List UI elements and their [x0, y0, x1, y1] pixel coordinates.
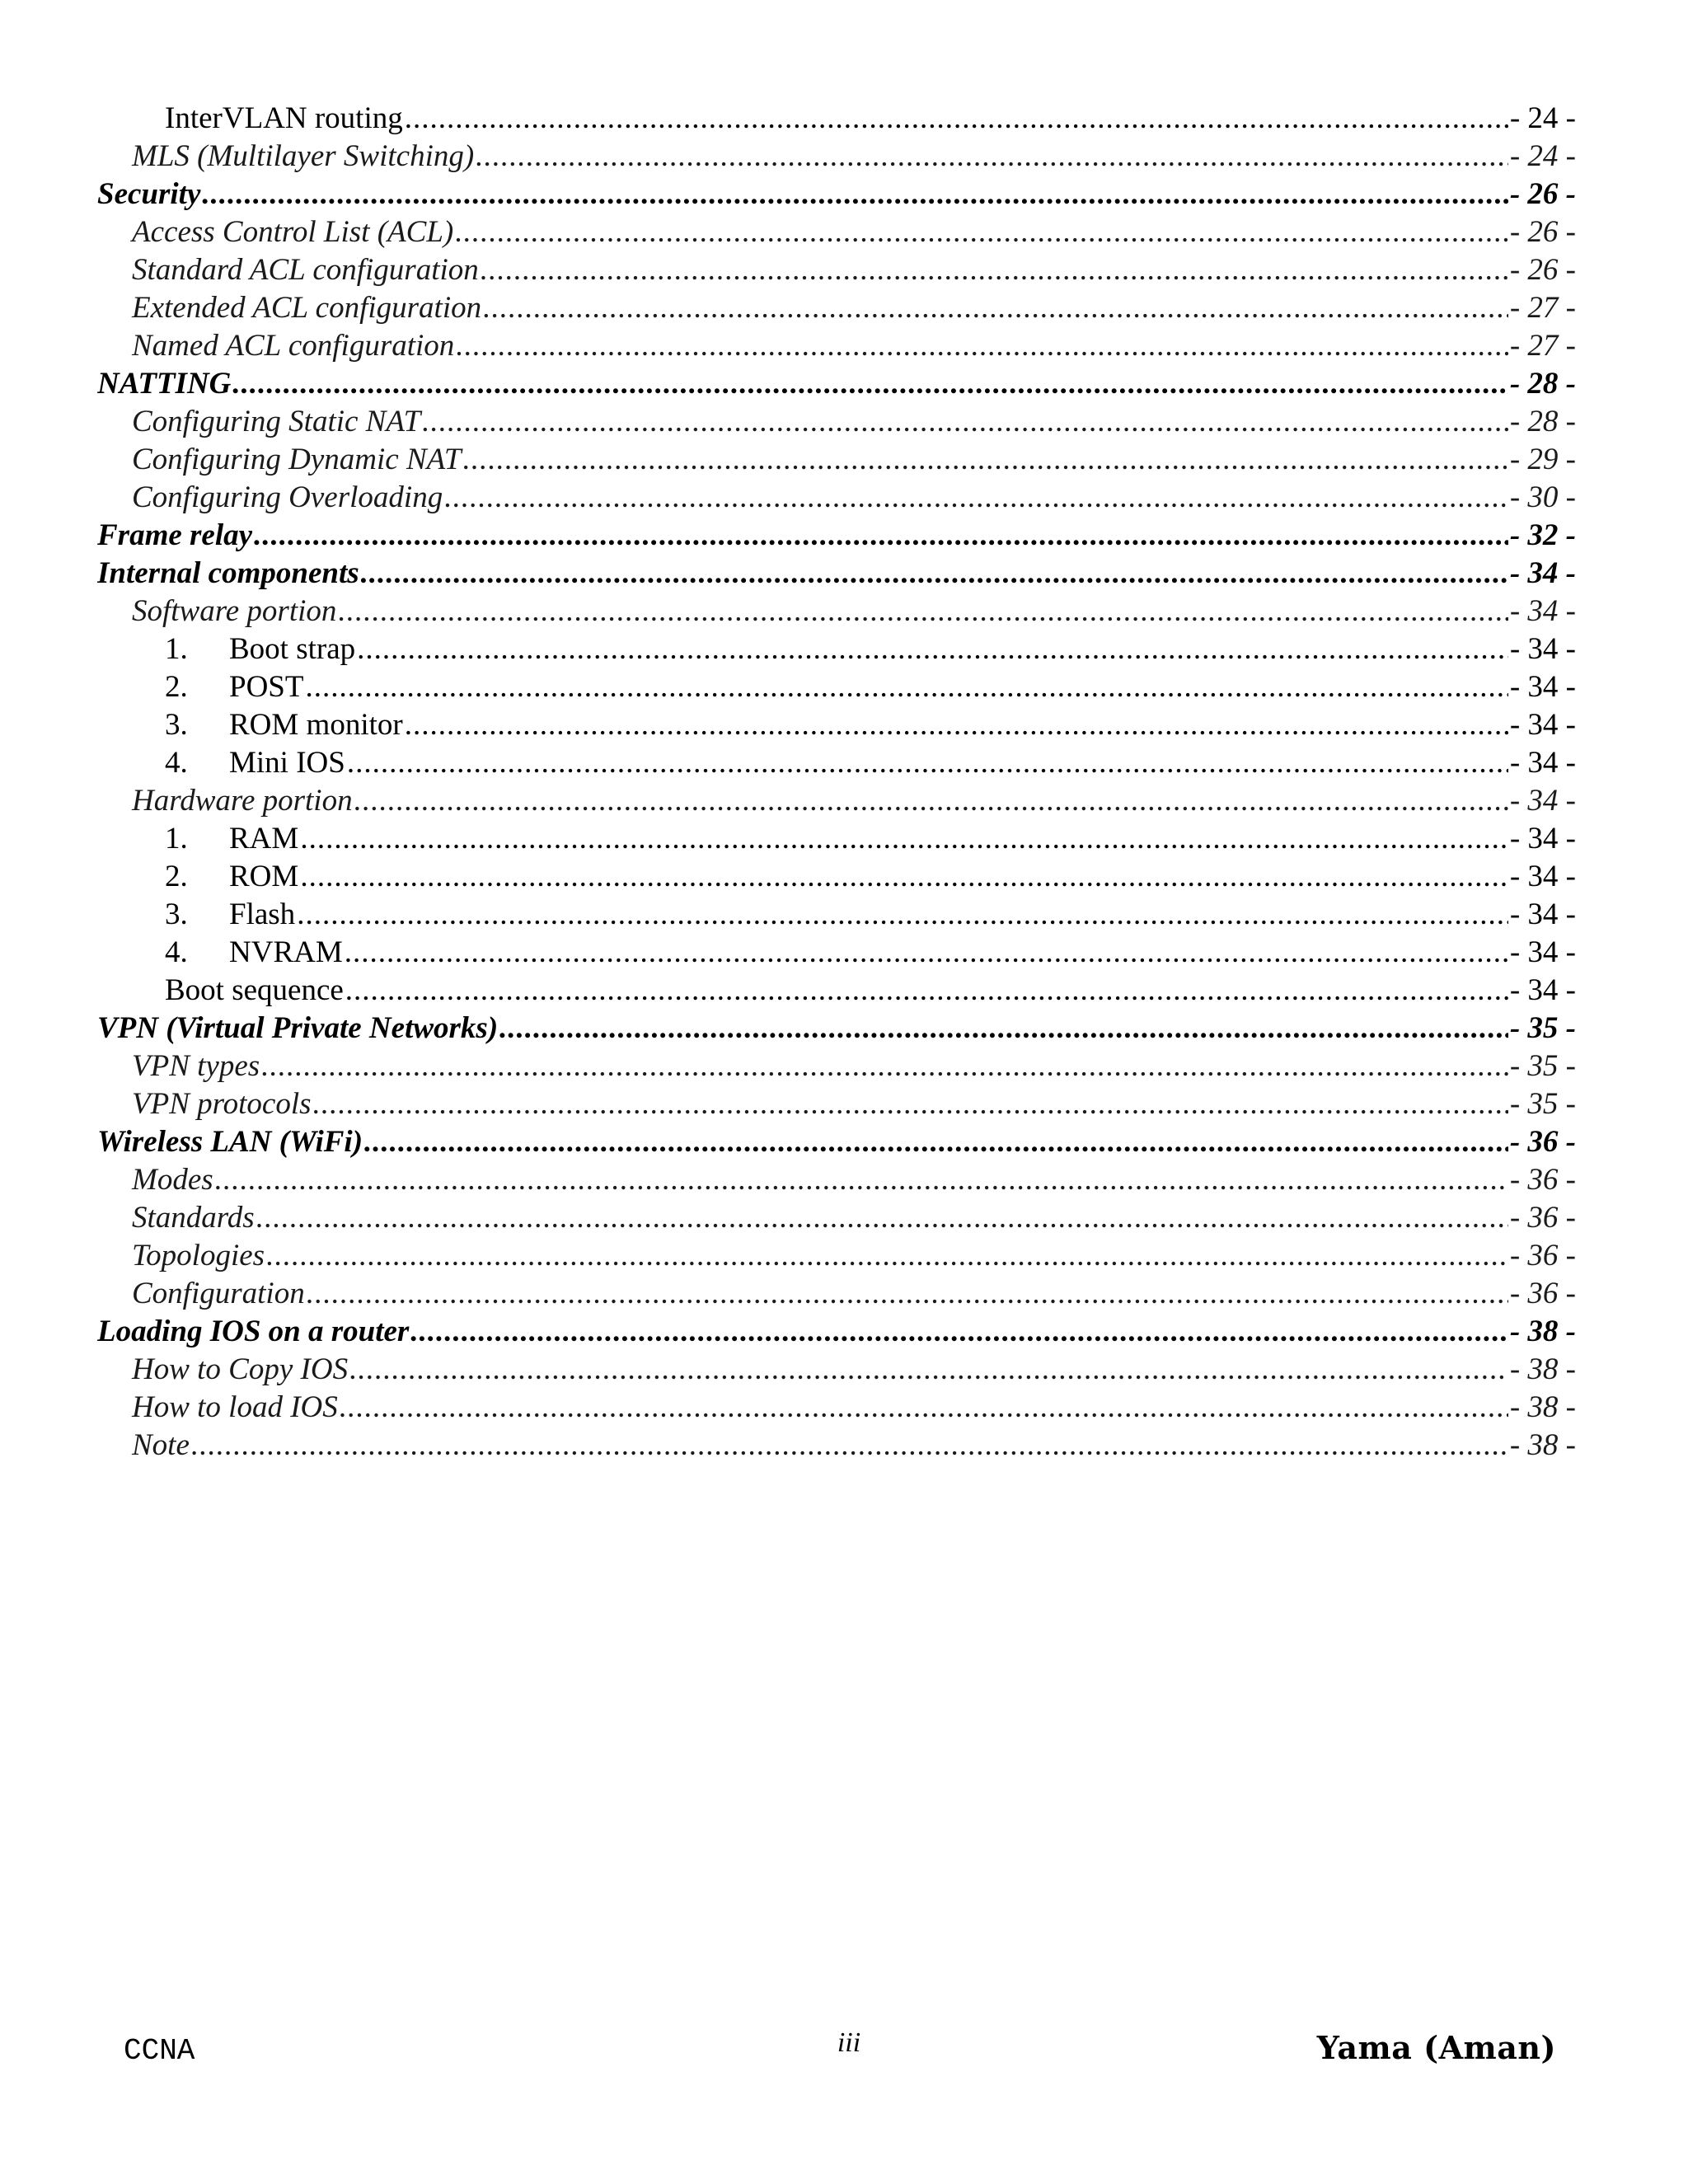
dot-leader	[345, 934, 1508, 972]
dot-leader	[357, 630, 1508, 668]
dot-leader	[364, 1123, 1508, 1161]
toc-entry[interactable]	[97, 1085, 1576, 1123]
dot-leader	[405, 706, 1508, 744]
toc-entry-page: - 24 -	[1509, 101, 1576, 135]
dot-leader	[405, 100, 1508, 138]
toc-entry-number: 3.	[165, 708, 188, 742]
toc-entry-title: Flash	[229, 898, 296, 931]
toc-entry[interactable]	[97, 1237, 1576, 1275]
toc-entry-page: - 38 -	[1509, 1352, 1576, 1386]
toc-entry-page: - 38 -	[1509, 1428, 1576, 1462]
page-number: iii	[837, 2027, 861, 2058]
dot-leader	[361, 555, 1508, 593]
toc-entry-page: - 34 -	[1509, 594, 1576, 628]
toc-entry-number: 4.	[165, 935, 188, 969]
toc-entry-title: How to load IOS	[132, 1390, 338, 1424]
toc-entry[interactable]	[97, 896, 1576, 934]
dot-leader	[349, 1351, 1508, 1389]
dot-leader	[354, 782, 1508, 820]
toc-entry[interactable]	[97, 934, 1576, 972]
toc-entry-title: NATTING	[97, 367, 232, 401]
toc-entry-page: - 26 -	[1509, 215, 1576, 249]
toc-entry-title: How to Copy IOS	[132, 1352, 349, 1386]
toc-entry-page: - 26 -	[1509, 177, 1576, 211]
toc-entry[interactable]	[97, 479, 1576, 517]
toc-entry-page: - 34 -	[1509, 708, 1576, 742]
toc-entry[interactable]	[97, 1427, 1576, 1465]
dot-leader	[462, 441, 1507, 479]
dot-leader	[300, 820, 1508, 858]
toc-entry-title: Standards	[132, 1201, 255, 1235]
toc-entry[interactable]	[97, 441, 1576, 479]
toc-entry-page: - 29 -	[1509, 443, 1576, 476]
toc-entry-page: - 36 -	[1509, 1239, 1576, 1272]
toc-entry-page: - 30 -	[1509, 480, 1576, 514]
toc-entry-title: Boot sequence	[165, 973, 344, 1007]
dot-leader	[444, 479, 1508, 517]
toc-entry-title: VPN types	[132, 1049, 260, 1083]
toc-entry-title: NVRAM	[229, 935, 343, 969]
dot-leader	[499, 1010, 1508, 1047]
toc-entry-page: - 27 -	[1509, 329, 1576, 363]
toc-entry-number: 3.	[165, 898, 188, 931]
toc-entry-number: 1.	[165, 632, 188, 666]
toc-entry[interactable]	[97, 327, 1576, 365]
toc-entry-title: Security	[97, 177, 201, 211]
toc-entry[interactable]	[97, 706, 1576, 744]
toc-entry-title: Loading IOS on a router	[97, 1315, 410, 1348]
dot-leader	[313, 1085, 1508, 1123]
toc-entry-number: 1.	[165, 822, 188, 855]
toc-entry-title: MLS (Multilayer Switching)	[132, 139, 475, 173]
dot-leader	[422, 403, 1508, 441]
toc-entry-title: POST	[229, 670, 304, 704]
toc-entry-page: - 35 -	[1509, 1087, 1576, 1121]
toc-entry[interactable]	[97, 744, 1576, 782]
toc-entry-page: - 36 -	[1509, 1201, 1576, 1235]
toc-entry[interactable]	[97, 555, 1576, 593]
toc-entry-title: VPN protocols	[132, 1087, 312, 1121]
toc-entry[interactable]	[97, 176, 1576, 213]
toc-entry-page: - 26 -	[1509, 253, 1576, 287]
toc-entry-page: - 34 -	[1509, 784, 1576, 818]
toc-entry-page: - 27 -	[1509, 291, 1576, 325]
toc-entry-page: - 36 -	[1509, 1277, 1576, 1310]
toc-entry-title: ROM	[229, 860, 299, 893]
toc-entry-page: - 35 -	[1509, 1011, 1576, 1045]
toc-entry-title: Topologies	[132, 1239, 265, 1272]
toc-entry[interactable]	[97, 668, 1576, 706]
toc-entry[interactable]	[97, 251, 1576, 289]
toc-entry-title: Configuring Dynamic NAT	[132, 443, 462, 476]
toc-entry[interactable]	[97, 1275, 1576, 1313]
dot-leader	[347, 744, 1508, 782]
dot-leader	[455, 213, 1508, 251]
toc-entry-page: - 34 -	[1509, 935, 1576, 969]
toc-entry-title: Named ACL configuration	[132, 329, 455, 363]
table-of-contents	[97, 100, 1576, 1465]
toc-entry-title: Access Control List (ACL)	[132, 215, 454, 249]
toc-entry-title: Standard ACL configuration	[132, 253, 479, 287]
toc-entry-page: - 34 -	[1509, 632, 1576, 666]
dot-leader	[456, 327, 1508, 365]
toc-entry[interactable]	[97, 1389, 1576, 1427]
toc-entry-page: - 34 -	[1509, 746, 1576, 780]
toc-entry-page: - 34 -	[1509, 973, 1576, 1007]
toc-entry[interactable]	[97, 782, 1576, 820]
toc-entry-title: Configuring Overloading	[132, 480, 443, 514]
toc-entry-page: - 38 -	[1509, 1315, 1576, 1348]
dot-leader	[410, 1313, 1508, 1351]
toc-entry-title: ROM monitor	[229, 708, 403, 742]
toc-entry-title: InterVLAN routing	[165, 101, 403, 135]
dot-leader	[232, 365, 1507, 403]
dot-leader	[345, 972, 1508, 1010]
toc-entry[interactable]	[97, 1161, 1576, 1199]
toc-entry[interactable]	[97, 1010, 1576, 1047]
toc-entry-page: - 34 -	[1509, 860, 1576, 893]
toc-entry[interactable]	[97, 820, 1576, 858]
toc-entry-number: 4.	[165, 746, 188, 780]
dot-leader	[481, 251, 1508, 289]
dot-leader	[256, 1199, 1508, 1237]
toc-entry[interactable]	[97, 1047, 1576, 1085]
toc-entry-page: - 28 -	[1509, 367, 1576, 401]
toc-entry[interactable]	[97, 1313, 1576, 1351]
toc-entry-title: Internal components	[97, 556, 359, 590]
toc-entry-page: - 32 -	[1509, 518, 1576, 552]
dot-leader	[483, 289, 1508, 327]
toc-entry-page: - 36 -	[1509, 1163, 1576, 1197]
footer-left-text: CCNA	[124, 2034, 195, 2068]
toc-entry[interactable]	[97, 972, 1576, 1010]
toc-entry[interactable]	[97, 1351, 1576, 1389]
toc-entry-title: Hardware portion	[132, 784, 353, 818]
toc-entry[interactable]	[97, 1199, 1576, 1237]
toc-entry-title: RAM	[229, 822, 299, 855]
toc-entry-page: - 34 -	[1509, 670, 1576, 704]
dot-leader	[300, 858, 1508, 896]
toc-entry-title: Frame relay	[97, 518, 253, 552]
toc-entry[interactable]	[97, 365, 1576, 403]
dot-leader	[254, 517, 1508, 555]
toc-entry[interactable]	[97, 213, 1576, 251]
dot-leader	[297, 896, 1508, 934]
dot-leader	[266, 1237, 1508, 1275]
toc-entry-title: Configuration	[132, 1277, 305, 1310]
dot-leader	[338, 593, 1507, 630]
toc-entry-page: - 36 -	[1509, 1125, 1576, 1159]
dot-leader	[261, 1047, 1508, 1085]
toc-entry[interactable]	[97, 138, 1576, 176]
toc-entry-title: Note	[132, 1428, 190, 1462]
toc-entry-page: - 38 -	[1509, 1390, 1576, 1424]
toc-entry-title: Modes	[132, 1163, 213, 1197]
toc-entry-number: 2.	[165, 860, 188, 893]
toc-entry-title: Software portion	[132, 594, 337, 628]
toc-entry-page: - 34 -	[1509, 898, 1576, 931]
dot-leader	[340, 1389, 1508, 1427]
dot-leader	[476, 138, 1508, 176]
toc-entry-title: Mini IOS	[229, 746, 345, 780]
toc-entry[interactable]	[97, 403, 1576, 441]
toc-entry[interactable]	[97, 593, 1576, 630]
toc-entry-page: - 34 -	[1509, 556, 1576, 590]
toc-entry-title: Configuring Static NAT	[132, 405, 421, 438]
dot-leader	[307, 1275, 1508, 1313]
toc-entry-page: - 24 -	[1509, 139, 1576, 173]
dot-leader	[215, 1161, 1508, 1199]
toc-entry[interactable]	[97, 858, 1576, 896]
dot-leader	[305, 668, 1507, 706]
toc-entry[interactable]	[97, 630, 1576, 668]
dot-leader	[202, 176, 1507, 213]
toc-entry-title: VPN (Virtual Private Networks)	[97, 1011, 499, 1045]
toc-entry-page: - 35 -	[1509, 1049, 1576, 1083]
toc-entry[interactable]	[97, 517, 1576, 555]
toc-entry-page: - 34 -	[1509, 822, 1576, 855]
toc-entry-page: - 28 -	[1509, 405, 1576, 438]
toc-entry[interactable]	[97, 289, 1576, 327]
toc-entry-title: Extended ACL configuration	[132, 291, 482, 325]
dot-leader	[191, 1427, 1508, 1465]
toc-entry-number: 2.	[165, 670, 188, 704]
toc-entry[interactable]	[97, 100, 1576, 138]
toc-entry-title: Boot strap	[229, 632, 356, 666]
toc-entry-title: Wireless LAN (WiFi)	[97, 1125, 363, 1159]
footer-author: Yama (Aman)	[1316, 2029, 1556, 2066]
toc-entry[interactable]	[97, 1123, 1576, 1161]
